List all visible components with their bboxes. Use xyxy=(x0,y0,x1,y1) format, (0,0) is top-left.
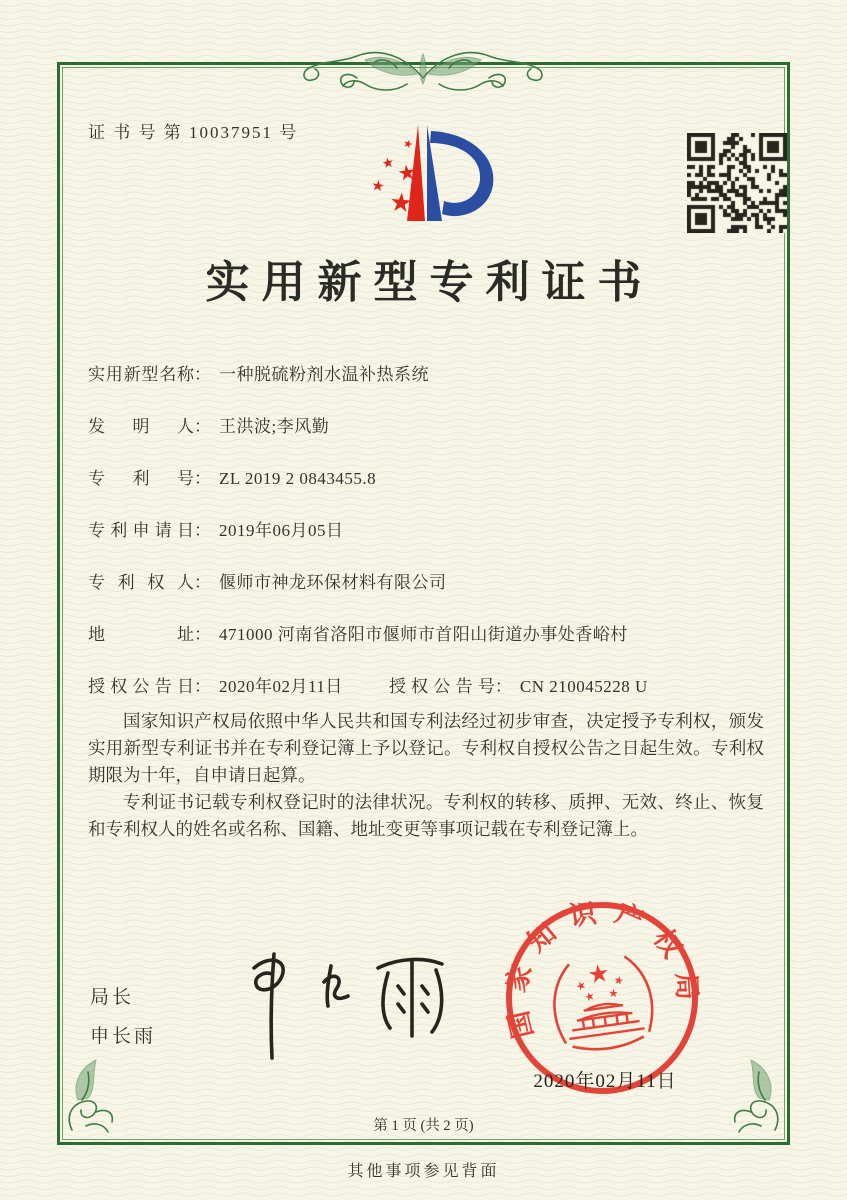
field-row-grant: 授权公告日： 2020年02月11日 授权公告号： CN 210045228 U xyxy=(88,675,768,727)
certificate-number: 证 书 号 第 10037951 号 xyxy=(88,123,299,142)
certificate-title: 实用新型专利证书 xyxy=(205,258,654,307)
field-value: 2019年06月05日 xyxy=(219,521,344,540)
field-row-utility-model-name: 实用新型名称： 一种脱硫粉剂水温补热系统 xyxy=(88,363,768,415)
field-row-address: 地址： 471000 河南省洛阳市偃师市首阳山街道办事处香峪村 xyxy=(88,623,768,675)
field-value: ZL 2019 2 0843455.8 xyxy=(219,469,377,488)
field-row-filing-date: 专利申请日： 2019年06月05日 xyxy=(88,519,768,571)
legal-text xyxy=(88,708,764,843)
field-label: 实用新型名称 xyxy=(88,365,194,384)
legal-paragraph-1: 国家知识产权局依照中华人民共和国专利法经过初步审查，决定授予专利权，颁发实用新型专利证书并在专利登记簿上予以登记。专利权自授权公告之日起生效。专利权期限为十年，自申请日起算。 xyxy=(88,711,764,785)
director-name: 申长雨 xyxy=(90,1026,157,1047)
national-emblem-icon xyxy=(549,954,658,1055)
field-value: 一种脱硫粉剂水温补热系统 xyxy=(219,365,429,384)
seal-date: 2020年02月11日 xyxy=(533,1071,677,1092)
director-signature-icon xyxy=(212,938,462,1068)
field-label: 授权公告号 xyxy=(388,677,495,696)
cnipa-logo-icon xyxy=(345,113,515,243)
field-row-patent-number: 专利号： ZL 2019 2 0843455.8 xyxy=(88,467,768,519)
director-title: 局长 xyxy=(90,987,135,1008)
field-label: 专利权人 xyxy=(88,573,194,592)
field-value: 王洪波;李风勤 xyxy=(219,417,330,436)
field-value: 471000 河南省洛阳市偃师市首阳山街道办事处香峪村 xyxy=(219,625,628,644)
grant-number-value: CN 210045228 U xyxy=(519,677,648,696)
field-label: 发明人 xyxy=(88,417,194,436)
field-label: 专利申请日 xyxy=(88,521,194,540)
seal-text: 国家知识产权局 xyxy=(499,896,703,1042)
certificate-fields xyxy=(88,363,768,727)
field-value: 偃师市神龙环保材料有限公司 xyxy=(219,573,447,592)
field-row-inventors: 发明人： 王洪波;李风勤 xyxy=(88,415,768,467)
qr-code xyxy=(687,133,787,233)
top-border-flourish-icon xyxy=(293,34,553,108)
legal-paragraph-2: 专利证书记载专利权登记时的法律状况。专利权的转移、质押、无效、终止、恢复和专利权人的姓名或名称、国籍、地址变更等事项记载在专利登记簿上。 xyxy=(88,792,764,839)
page-number: 第 1 页 (共 2 页) xyxy=(373,1118,474,1134)
back-side-note: 其他事项参见背面 xyxy=(347,1163,500,1180)
field-label: 授权公告日 xyxy=(88,677,194,696)
grant-date-value: 2020年02月11日 xyxy=(219,677,343,696)
field-label: 地址 xyxy=(88,625,194,644)
field-row-patentee: 专利权人： 偃师市神龙环保材料有限公司 xyxy=(88,571,768,623)
field-label: 专利号 xyxy=(88,469,194,488)
